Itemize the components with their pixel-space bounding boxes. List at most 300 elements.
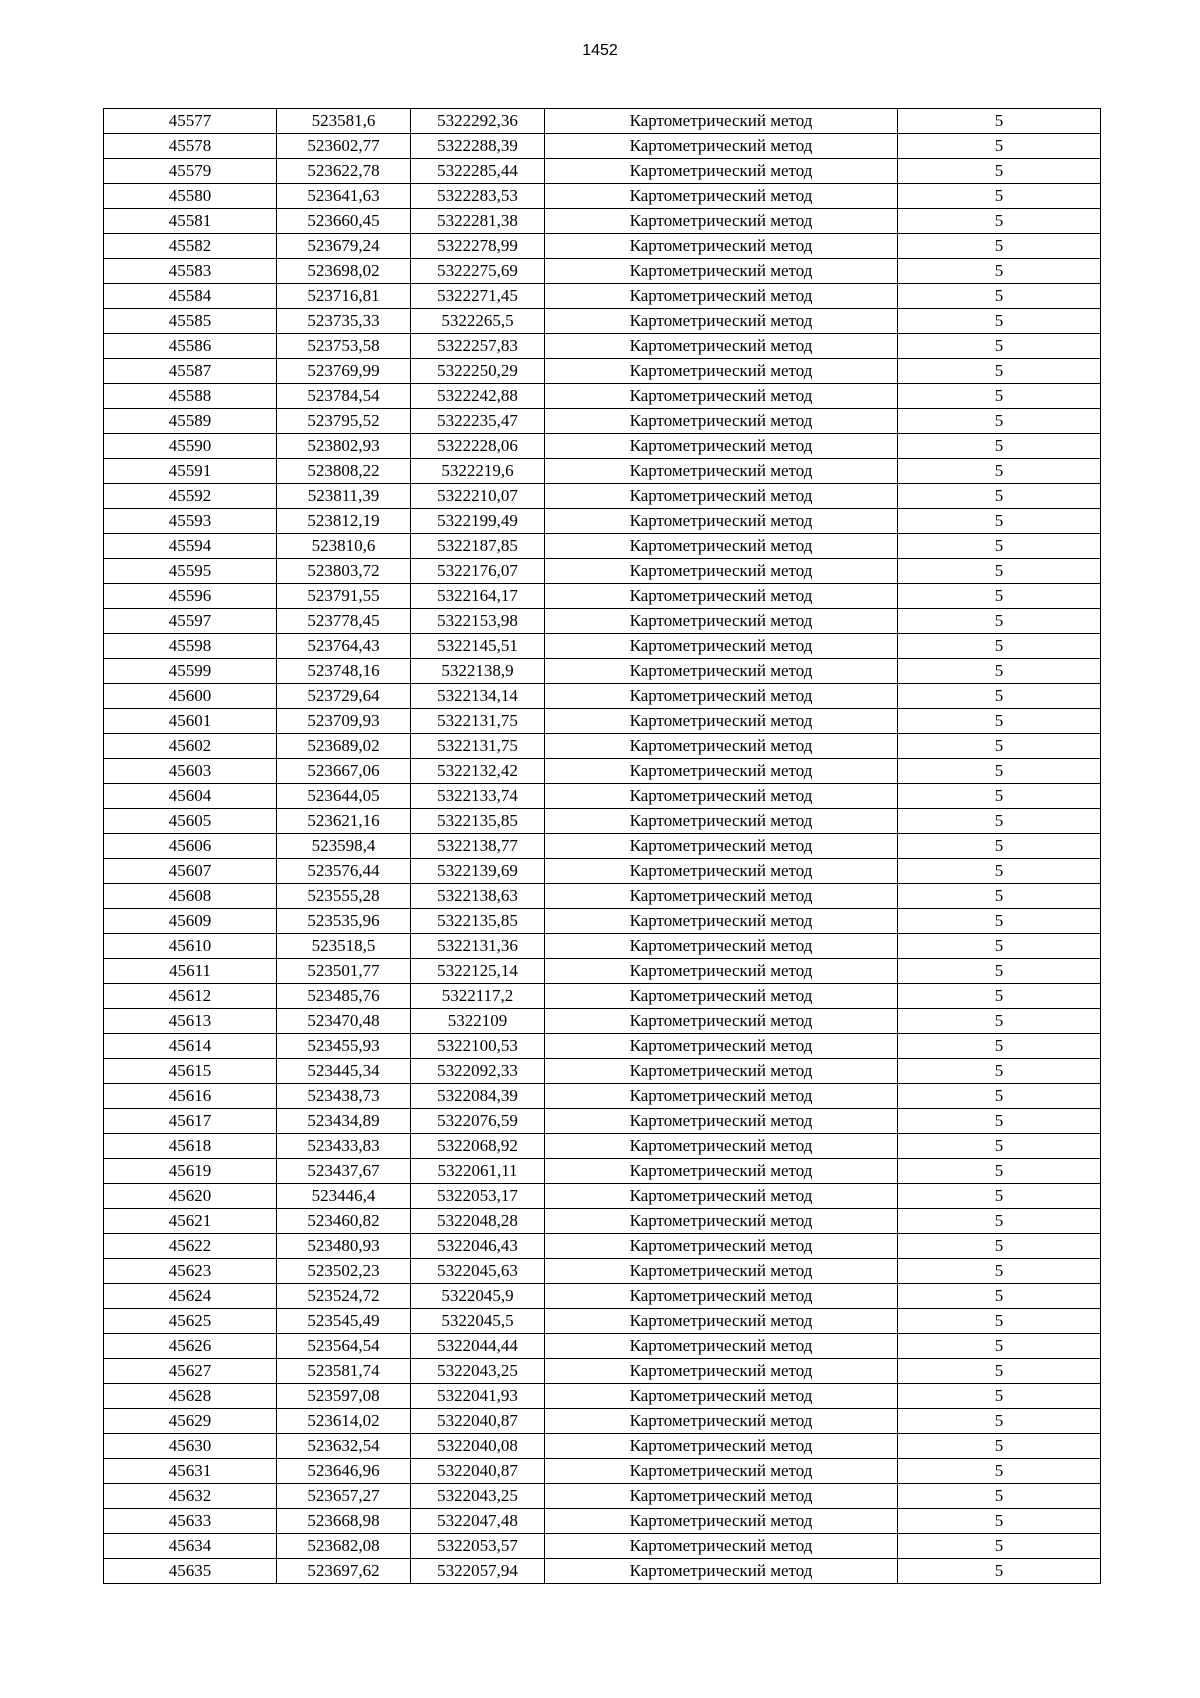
- point-number-cell: 45619: [104, 1159, 277, 1184]
- accuracy-cell: 5: [898, 1309, 1101, 1334]
- x-coordinate-cell: 523535,96: [277, 909, 411, 934]
- x-coordinate-cell: 523748,16: [277, 659, 411, 684]
- accuracy-cell: 5: [898, 959, 1101, 984]
- method-cell: Картометрический метод: [545, 1484, 898, 1509]
- y-coordinate-cell: 5322046,43: [411, 1234, 545, 1259]
- point-number-cell: 45584: [104, 284, 277, 309]
- x-coordinate-cell: 523784,54: [277, 384, 411, 409]
- x-coordinate-cell: 523764,43: [277, 634, 411, 659]
- table-row: [104, 434, 1101, 459]
- accuracy-cell: 5: [898, 534, 1101, 559]
- x-coordinate-cell: 523597,08: [277, 1384, 411, 1409]
- method-cell: Картометрический метод: [545, 759, 898, 784]
- y-coordinate-cell: 5322117,2: [411, 984, 545, 1009]
- method-cell: Картометрический метод: [545, 1284, 898, 1309]
- table-row: [104, 1059, 1101, 1084]
- accuracy-cell: 5: [898, 1409, 1101, 1434]
- point-number-cell: 45627: [104, 1359, 277, 1384]
- point-number-cell: 45586: [104, 334, 277, 359]
- x-coordinate-cell: 523621,16: [277, 809, 411, 834]
- method-cell: Картометрический метод: [545, 1559, 898, 1584]
- y-coordinate-cell: 5322076,59: [411, 1109, 545, 1134]
- table-row: [104, 1309, 1101, 1334]
- table-row: [104, 359, 1101, 384]
- table-row: [104, 1234, 1101, 1259]
- y-coordinate-cell: 5322210,07: [411, 484, 545, 509]
- accuracy-cell: 5: [898, 1484, 1101, 1509]
- point-number-cell: 45597: [104, 609, 277, 634]
- y-coordinate-cell: 5322138,9: [411, 659, 545, 684]
- point-number-cell: 45635: [104, 1559, 277, 1584]
- method-cell: Картометрический метод: [545, 934, 898, 959]
- accuracy-cell: 5: [898, 284, 1101, 309]
- table-row: [104, 709, 1101, 734]
- point-number-cell: 45622: [104, 1234, 277, 1259]
- accuracy-cell: 5: [898, 709, 1101, 734]
- table-row: [104, 284, 1101, 309]
- table-row: [104, 834, 1101, 859]
- accuracy-cell: 5: [898, 734, 1101, 759]
- method-cell: Картометрический метод: [545, 384, 898, 409]
- x-coordinate-cell: 523524,72: [277, 1284, 411, 1309]
- table-row: [104, 134, 1101, 159]
- table-row: [104, 909, 1101, 934]
- table-row: [104, 109, 1101, 134]
- y-coordinate-cell: 5322053,57: [411, 1534, 545, 1559]
- y-coordinate-cell: 5322138,77: [411, 834, 545, 859]
- table-row: [104, 334, 1101, 359]
- method-cell: Картометрический метод: [545, 1534, 898, 1559]
- table-row: [104, 1034, 1101, 1059]
- accuracy-cell: 5: [898, 784, 1101, 809]
- point-number-cell: 45594: [104, 534, 277, 559]
- y-coordinate-cell: 5322131,36: [411, 934, 545, 959]
- method-cell: Картометрический метод: [545, 1084, 898, 1109]
- x-coordinate-cell: 523502,23: [277, 1259, 411, 1284]
- point-number-cell: 45609: [104, 909, 277, 934]
- table-row: [104, 1459, 1101, 1484]
- accuracy-cell: 5: [898, 1059, 1101, 1084]
- method-cell: Картометрический метод: [545, 409, 898, 434]
- x-coordinate-cell: 523644,05: [277, 784, 411, 809]
- accuracy-cell: 5: [898, 1209, 1101, 1234]
- x-coordinate-cell: 523709,93: [277, 709, 411, 734]
- method-cell: Картометрический метод: [545, 1359, 898, 1384]
- table-row: [104, 934, 1101, 959]
- x-coordinate-cell: 523438,73: [277, 1084, 411, 1109]
- table-row: [104, 809, 1101, 834]
- point-number-cell: 45598: [104, 634, 277, 659]
- table-row: [104, 684, 1101, 709]
- x-coordinate-cell: 523810,6: [277, 534, 411, 559]
- method-cell: Картометрический метод: [545, 1059, 898, 1084]
- x-coordinate-cell: 523735,33: [277, 309, 411, 334]
- y-coordinate-cell: 5322257,83: [411, 334, 545, 359]
- accuracy-cell: 5: [898, 509, 1101, 534]
- y-coordinate-cell: 5322135,85: [411, 809, 545, 834]
- point-number-cell: 45613: [104, 1009, 277, 1034]
- x-coordinate-cell: 523753,58: [277, 334, 411, 359]
- point-number-cell: 45589: [104, 409, 277, 434]
- y-coordinate-cell: 5322040,87: [411, 1409, 545, 1434]
- point-number-cell: 45610: [104, 934, 277, 959]
- x-coordinate-cell: 523455,93: [277, 1034, 411, 1059]
- point-number-cell: 45630: [104, 1434, 277, 1459]
- y-coordinate-cell: 5322057,94: [411, 1559, 545, 1584]
- method-cell: Картометрический метод: [545, 1034, 898, 1059]
- accuracy-cell: 5: [898, 234, 1101, 259]
- method-cell: Картометрический метод: [545, 584, 898, 609]
- table-row: [104, 259, 1101, 284]
- x-coordinate-cell: 523545,49: [277, 1309, 411, 1334]
- y-coordinate-cell: 5322283,53: [411, 184, 545, 209]
- x-coordinate-cell: 523812,19: [277, 509, 411, 534]
- method-cell: Картометрический метод: [545, 1159, 898, 1184]
- point-number-cell: 45605: [104, 809, 277, 834]
- x-coordinate-cell: 523679,24: [277, 234, 411, 259]
- point-number-cell: 45628: [104, 1384, 277, 1409]
- table-row: [104, 309, 1101, 334]
- method-cell: Картометрический метод: [545, 534, 898, 559]
- point-number-cell: 45608: [104, 884, 277, 909]
- method-cell: Картометрический метод: [545, 1334, 898, 1359]
- table-row: [104, 484, 1101, 509]
- accuracy-cell: 5: [898, 634, 1101, 659]
- table-row: [104, 859, 1101, 884]
- method-cell: Картометрический метод: [545, 734, 898, 759]
- x-coordinate-cell: 523641,63: [277, 184, 411, 209]
- y-coordinate-cell: 5322084,39: [411, 1084, 545, 1109]
- accuracy-cell: 5: [898, 1434, 1101, 1459]
- table-row: [104, 884, 1101, 909]
- y-coordinate-cell: 5322047,48: [411, 1509, 545, 1534]
- method-cell: Картометрический метод: [545, 1509, 898, 1534]
- table-row: [104, 1184, 1101, 1209]
- point-number-cell: 45629: [104, 1409, 277, 1434]
- accuracy-cell: 5: [898, 1534, 1101, 1559]
- method-cell: Картометрический метод: [545, 859, 898, 884]
- point-number-cell: 45587: [104, 359, 277, 384]
- table-row: [104, 734, 1101, 759]
- method-cell: Картометрический метод: [545, 484, 898, 509]
- y-coordinate-cell: 5322109: [411, 1009, 545, 1034]
- y-coordinate-cell: 5322265,5: [411, 309, 545, 334]
- table-row: [104, 1559, 1101, 1584]
- accuracy-cell: 5: [898, 134, 1101, 159]
- y-coordinate-cell: 5322133,74: [411, 784, 545, 809]
- method-cell: Картометрический метод: [545, 809, 898, 834]
- method-cell: Картометрический метод: [545, 259, 898, 284]
- accuracy-cell: 5: [898, 309, 1101, 334]
- table-row: [104, 459, 1101, 484]
- accuracy-cell: 5: [898, 1034, 1101, 1059]
- method-cell: Картометрический метод: [545, 459, 898, 484]
- method-cell: Картометрический метод: [545, 509, 898, 534]
- point-number-cell: 45590: [104, 434, 277, 459]
- point-number-cell: 45593: [104, 509, 277, 534]
- table-row: [104, 1534, 1101, 1559]
- point-number-cell: 45579: [104, 159, 277, 184]
- x-coordinate-cell: 523682,08: [277, 1534, 411, 1559]
- y-coordinate-cell: 5322043,25: [411, 1484, 545, 1509]
- x-coordinate-cell: 523485,76: [277, 984, 411, 1009]
- x-coordinate-cell: 523716,81: [277, 284, 411, 309]
- table-row: [104, 759, 1101, 784]
- method-cell: Картометрический метод: [545, 1184, 898, 1209]
- table-row: [104, 1359, 1101, 1384]
- y-coordinate-cell: 5322100,53: [411, 1034, 545, 1059]
- method-cell: Картометрический метод: [545, 1209, 898, 1234]
- table-row: [104, 1384, 1101, 1409]
- y-coordinate-cell: 5322135,85: [411, 909, 545, 934]
- x-coordinate-cell: 523657,27: [277, 1484, 411, 1509]
- x-coordinate-cell: 523668,98: [277, 1509, 411, 1534]
- method-cell: Картометрический метод: [545, 359, 898, 384]
- accuracy-cell: 5: [898, 1134, 1101, 1159]
- table-row: [104, 409, 1101, 434]
- table-row: [104, 1209, 1101, 1234]
- x-coordinate-cell: 523564,54: [277, 1334, 411, 1359]
- y-coordinate-cell: 5322131,75: [411, 709, 545, 734]
- point-number-cell: 45621: [104, 1209, 277, 1234]
- method-cell: Картометрический метод: [545, 284, 898, 309]
- point-number-cell: 45578: [104, 134, 277, 159]
- point-number-cell: 45633: [104, 1509, 277, 1534]
- point-number-cell: 45583: [104, 259, 277, 284]
- table-row: [104, 234, 1101, 259]
- method-cell: Картометрический метод: [545, 1134, 898, 1159]
- method-cell: Картометрический метод: [545, 834, 898, 859]
- x-coordinate-cell: 523667,06: [277, 759, 411, 784]
- accuracy-cell: 5: [898, 109, 1101, 134]
- method-cell: Картометрический метод: [545, 1434, 898, 1459]
- point-number-cell: 45624: [104, 1284, 277, 1309]
- point-number-cell: 45615: [104, 1059, 277, 1084]
- table-row: [104, 959, 1101, 984]
- method-cell: Картометрический метод: [545, 109, 898, 134]
- y-coordinate-cell: 5322048,28: [411, 1209, 545, 1234]
- accuracy-cell: 5: [898, 759, 1101, 784]
- x-coordinate-cell: 523697,62: [277, 1559, 411, 1584]
- accuracy-cell: 5: [898, 1559, 1101, 1584]
- x-coordinate-cell: 523581,6: [277, 109, 411, 134]
- accuracy-cell: 5: [898, 684, 1101, 709]
- x-coordinate-cell: 523622,78: [277, 159, 411, 184]
- method-cell: Картометрический метод: [545, 959, 898, 984]
- x-coordinate-cell: 523808,22: [277, 459, 411, 484]
- accuracy-cell: 5: [898, 434, 1101, 459]
- y-coordinate-cell: 5322131,75: [411, 734, 545, 759]
- point-number-cell: 45595: [104, 559, 277, 584]
- table-row: [104, 1109, 1101, 1134]
- table-row: [104, 159, 1101, 184]
- y-coordinate-cell: 5322176,07: [411, 559, 545, 584]
- table-row: [104, 1334, 1101, 1359]
- x-coordinate-cell: 523660,45: [277, 209, 411, 234]
- accuracy-cell: 5: [898, 484, 1101, 509]
- x-coordinate-cell: 523470,48: [277, 1009, 411, 1034]
- table-row: [104, 609, 1101, 634]
- table-row: [104, 1284, 1101, 1309]
- point-number-cell: 45601: [104, 709, 277, 734]
- x-coordinate-cell: 523632,54: [277, 1434, 411, 1459]
- y-coordinate-cell: 5322053,17: [411, 1184, 545, 1209]
- page-number: 1452: [582, 42, 618, 59]
- method-cell: Картометрический метод: [545, 1459, 898, 1484]
- table-row: [104, 559, 1101, 584]
- accuracy-cell: 5: [898, 1284, 1101, 1309]
- y-coordinate-cell: 5322187,85: [411, 534, 545, 559]
- table-row: [104, 634, 1101, 659]
- point-number-cell: 45604: [104, 784, 277, 809]
- y-coordinate-cell: 5322061,11: [411, 1159, 545, 1184]
- accuracy-cell: 5: [898, 584, 1101, 609]
- point-number-cell: 45600: [104, 684, 277, 709]
- table-row: [104, 1509, 1101, 1534]
- point-number-cell: 45607: [104, 859, 277, 884]
- method-cell: Картометрический метод: [545, 909, 898, 934]
- point-number-cell: 45616: [104, 1084, 277, 1109]
- method-cell: Картометрический метод: [545, 159, 898, 184]
- accuracy-cell: 5: [898, 659, 1101, 684]
- point-number-cell: 45596: [104, 584, 277, 609]
- method-cell: Картометрический метод: [545, 1259, 898, 1284]
- accuracy-cell: 5: [898, 1509, 1101, 1534]
- accuracy-cell: 5: [898, 1184, 1101, 1209]
- y-coordinate-cell: 5322153,98: [411, 609, 545, 634]
- method-cell: Картометрический метод: [545, 1109, 898, 1134]
- method-cell: Картометрический метод: [545, 334, 898, 359]
- point-number-cell: 45606: [104, 834, 277, 859]
- y-coordinate-cell: 5322068,92: [411, 1134, 545, 1159]
- y-coordinate-cell: 5322271,45: [411, 284, 545, 309]
- method-cell: Картометрический метод: [545, 884, 898, 909]
- point-number-cell: 45581: [104, 209, 277, 234]
- method-cell: Картометрический метод: [545, 609, 898, 634]
- method-cell: Картометрический метод: [545, 1009, 898, 1034]
- point-number-cell: 45582: [104, 234, 277, 259]
- point-number-cell: 45577: [104, 109, 277, 134]
- y-coordinate-cell: 5322242,88: [411, 384, 545, 409]
- y-coordinate-cell: 5322199,49: [411, 509, 545, 534]
- point-number-cell: 45611: [104, 959, 277, 984]
- table-row: [104, 384, 1101, 409]
- y-coordinate-cell: 5322292,36: [411, 109, 545, 134]
- coordinates-table: [103, 108, 1101, 1584]
- y-coordinate-cell: 5322044,44: [411, 1334, 545, 1359]
- x-coordinate-cell: 523576,44: [277, 859, 411, 884]
- table-row: [104, 1259, 1101, 1284]
- method-cell: Картометрический метод: [545, 309, 898, 334]
- accuracy-cell: 5: [898, 934, 1101, 959]
- point-number-cell: 45603: [104, 759, 277, 784]
- point-number-cell: 45614: [104, 1034, 277, 1059]
- table-row: [104, 659, 1101, 684]
- x-coordinate-cell: 523602,77: [277, 134, 411, 159]
- table-row: [104, 184, 1101, 209]
- y-coordinate-cell: 5322040,87: [411, 1459, 545, 1484]
- y-coordinate-cell: 5322092,33: [411, 1059, 545, 1084]
- accuracy-cell: 5: [898, 209, 1101, 234]
- y-coordinate-cell: 5322250,29: [411, 359, 545, 384]
- accuracy-cell: 5: [898, 409, 1101, 434]
- table-row: [104, 1009, 1101, 1034]
- y-coordinate-cell: 5322138,63: [411, 884, 545, 909]
- x-coordinate-cell: 523445,34: [277, 1059, 411, 1084]
- accuracy-cell: 5: [898, 1084, 1101, 1109]
- accuracy-cell: 5: [898, 559, 1101, 584]
- accuracy-cell: 5: [898, 334, 1101, 359]
- y-coordinate-cell: 5322278,99: [411, 234, 545, 259]
- x-coordinate-cell: 523518,5: [277, 934, 411, 959]
- point-number-cell: 45617: [104, 1109, 277, 1134]
- x-coordinate-cell: 523437,67: [277, 1159, 411, 1184]
- accuracy-cell: 5: [898, 1384, 1101, 1409]
- accuracy-cell: 5: [898, 184, 1101, 209]
- method-cell: Картометрический метод: [545, 209, 898, 234]
- y-coordinate-cell: 5322045,5: [411, 1309, 545, 1334]
- x-coordinate-cell: 523646,96: [277, 1459, 411, 1484]
- x-coordinate-cell: 523769,99: [277, 359, 411, 384]
- table-row: [104, 1159, 1101, 1184]
- point-number-cell: 45612: [104, 984, 277, 1009]
- point-number-cell: 45585: [104, 309, 277, 334]
- accuracy-cell: 5: [898, 884, 1101, 909]
- method-cell: Картометрический метод: [545, 434, 898, 459]
- y-coordinate-cell: 5322285,44: [411, 159, 545, 184]
- table-row: [104, 1084, 1101, 1109]
- table-row: [104, 584, 1101, 609]
- y-coordinate-cell: 5322041,93: [411, 1384, 545, 1409]
- x-coordinate-cell: 523460,82: [277, 1209, 411, 1234]
- method-cell: Картометрический метод: [545, 634, 898, 659]
- accuracy-cell: 5: [898, 1009, 1101, 1034]
- point-number-cell: 45580: [104, 184, 277, 209]
- accuracy-cell: 5: [898, 384, 1101, 409]
- point-number-cell: 45626: [104, 1334, 277, 1359]
- x-coordinate-cell: 523433,83: [277, 1134, 411, 1159]
- method-cell: Картометрический метод: [545, 234, 898, 259]
- accuracy-cell: 5: [898, 809, 1101, 834]
- x-coordinate-cell: 523802,93: [277, 434, 411, 459]
- x-coordinate-cell: 523795,52: [277, 409, 411, 434]
- x-coordinate-cell: 523555,28: [277, 884, 411, 909]
- accuracy-cell: 5: [898, 1334, 1101, 1359]
- table-row: [104, 1484, 1101, 1509]
- method-cell: Картометрический метод: [545, 184, 898, 209]
- method-cell: Картометрический метод: [545, 1384, 898, 1409]
- point-number-cell: 45588: [104, 384, 277, 409]
- accuracy-cell: 5: [898, 834, 1101, 859]
- accuracy-cell: 5: [898, 259, 1101, 284]
- x-coordinate-cell: 523698,02: [277, 259, 411, 284]
- y-coordinate-cell: 5322275,69: [411, 259, 545, 284]
- point-number-cell: 45632: [104, 1484, 277, 1509]
- y-coordinate-cell: 5322134,14: [411, 684, 545, 709]
- y-coordinate-cell: 5322139,69: [411, 859, 545, 884]
- table-row: [104, 984, 1101, 1009]
- point-number-cell: 45602: [104, 734, 277, 759]
- y-coordinate-cell: 5322228,06: [411, 434, 545, 459]
- accuracy-cell: 5: [898, 609, 1101, 634]
- method-cell: Картометрический метод: [545, 684, 898, 709]
- x-coordinate-cell: 523598,4: [277, 834, 411, 859]
- point-number-cell: 45623: [104, 1259, 277, 1284]
- accuracy-cell: 5: [898, 1259, 1101, 1284]
- x-coordinate-cell: 523811,39: [277, 484, 411, 509]
- table-row: [104, 1434, 1101, 1459]
- y-coordinate-cell: 5322288,39: [411, 134, 545, 159]
